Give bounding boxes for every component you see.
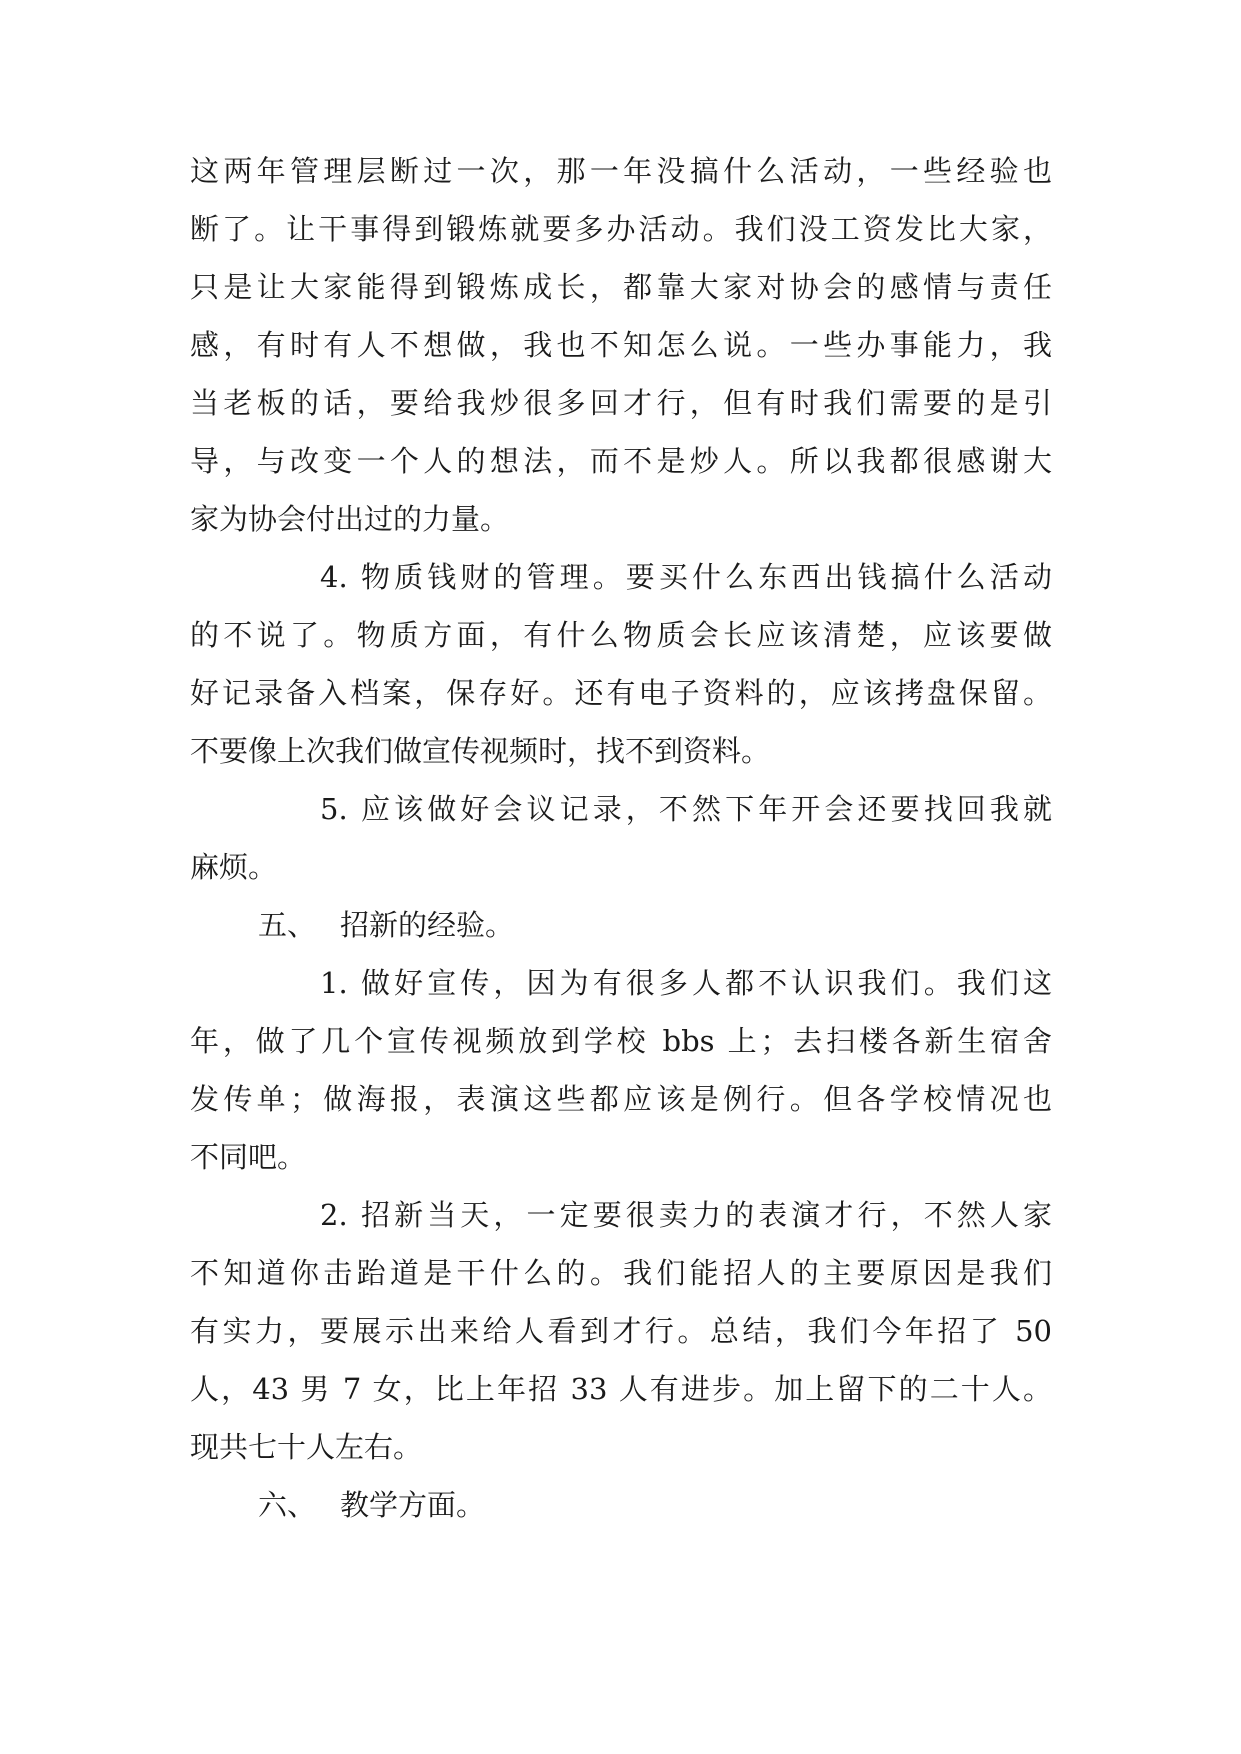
text-line: 导，与改变一个人的想法，而不是炒人。所以我都很感谢大 (190, 444, 1052, 478)
section-heading-six (258, 1485, 758, 1525)
list-item-2: 2. 招新当天，一定要很卖力的表演才行，不然人家 (320, 1198, 1052, 1232)
section-number: 六、 (258, 1488, 317, 1522)
text-line: 人，43 男 7 女，比上年招 33 人有进步。加上留下的二十人。 (190, 1372, 1052, 1406)
text-line: 断了。让干事得到锻炼就要多办活动。我们没工资发比大家， (190, 212, 1052, 246)
text-line: 好记录备入档案，保存好。还有电子资料的，应该拷盘保留。 (190, 676, 1052, 710)
text-line: 不知道你击跆道是干什么的。我们能招人的主要原因是我们 (190, 1256, 1052, 1290)
text-line: 麻烦。 (190, 850, 278, 884)
text-line: 的不说了。物质方面，有什么物质会长应该清楚，应该要做 (190, 618, 1052, 652)
list-item-4: 4. 物质钱财的管理。要买什么东西出钱搞什么活动 (320, 560, 1052, 594)
text-line: 现共七十人左右。 (190, 1430, 423, 1464)
text-line: 只是让大家能得到锻炼成长，都靠大家对协会的感情与责任 (190, 270, 1052, 304)
section-number: 五、 (258, 908, 317, 942)
text-line: 感，有时有人不想做，我也不知怎么说。一些办事能力，我 (190, 328, 1052, 362)
text-line: 年，做了几个宣传视频放到学校 bbs 上；去扫楼各新生宿舍 (190, 1024, 1052, 1058)
section-title: 招新的经验。 (340, 908, 515, 942)
list-item-1: 1. 做好宣传，因为有很多人都不认识我们。我们这 (320, 966, 1052, 1000)
text-line: 发传单；做海报，表演这些都应该是例行。但各学校情况也 (190, 1082, 1052, 1116)
text-line: 家为协会付出过的力量。 (190, 502, 510, 536)
text-line: 当老板的话，要给我炒很多回才行，但有时我们需要的是引 (190, 386, 1052, 420)
text-line: 不同吧。 (190, 1140, 307, 1174)
text-line: 这两年管理层断过一次，那一年没搞什么活动，一些经验也 (190, 154, 1052, 188)
text-line: 有实力，要展示出来给人看到才行。总结，我们今年招了 50 (190, 1314, 1052, 1348)
text-line: 不要像上次我们做宣传视频时，找不到资料。 (190, 734, 771, 768)
section-title: 教学方面。 (340, 1488, 486, 1522)
list-item-5: 5. 应该做好会议记录，不然下年开会还要找回我就 (320, 792, 1052, 826)
section-heading-five (258, 905, 758, 945)
